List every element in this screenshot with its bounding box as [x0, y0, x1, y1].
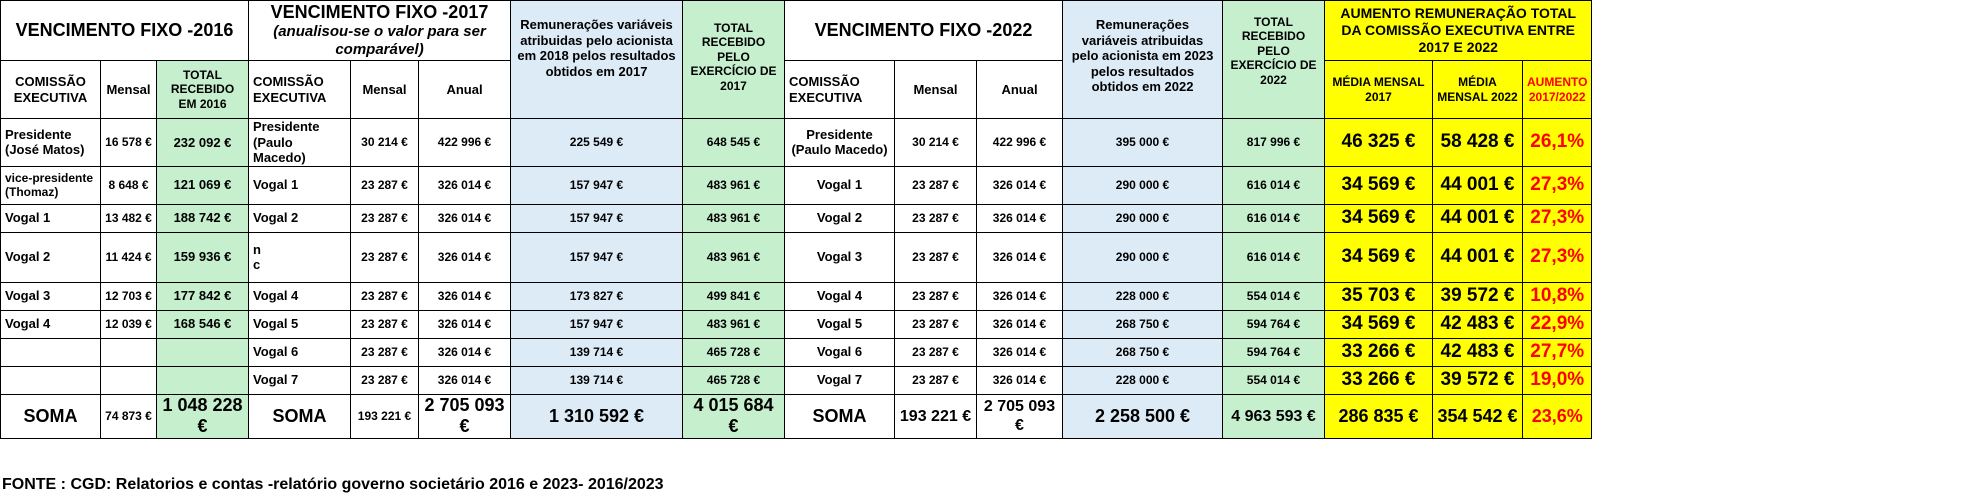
anual-2022: 326 014 € [977, 310, 1063, 338]
anual-2017: 326 014 € [419, 232, 511, 282]
name-2017: Vogal 7 [249, 366, 351, 394]
name-2016: Vogal 4 [1, 310, 101, 338]
mensal-2022: 23 287 € [895, 204, 977, 232]
name-2016 [1, 338, 101, 366]
total-2016: 188 742 € [157, 204, 249, 232]
media-mensal-2017: 35 703 € [1325, 282, 1433, 310]
table-row [1, 366, 1592, 394]
anual-2017: 326 014 € [419, 310, 511, 338]
anual-2022: 326 014 € [977, 366, 1063, 394]
mensal-2017: 23 287 € [351, 338, 419, 366]
header-vf2016: VENCIMENTO FIXO -2016 [1, 1, 249, 61]
mensal-2016 [101, 366, 157, 394]
name-2016: Vogal 3 [1, 282, 101, 310]
rv-2023: 228 000 € [1063, 282, 1223, 310]
name-2016: Presidente (José Matos) [1, 119, 101, 167]
table-row [1, 310, 1592, 338]
subheader-total-2016: TOTAL RECEBIDO EM 2016 [157, 61, 249, 119]
aumento-pct: 10,8% [1523, 282, 1592, 310]
media-mensal-2022: 44 001 € [1433, 232, 1523, 282]
total-2017: 483 961 € [683, 310, 785, 338]
media-mensal-2022: 39 572 € [1433, 366, 1523, 394]
name-2022: Vogal 2 [785, 204, 895, 232]
aumento-pct: 27,7% [1523, 338, 1592, 366]
soma-media-2017: 286 835 € [1325, 394, 1433, 438]
table-row [1, 119, 1592, 167]
source-footer: FONTE : CGD: Relatorios e contas -relatório governo societário 2016 e 2023- 2016/2023 [2, 476, 664, 493]
total-2016 [157, 338, 249, 366]
media-mensal-2017: 46 325 € [1325, 119, 1433, 167]
subheader-comissao-2016: COMISSÃO EXECUTIVA [1, 61, 101, 119]
rv-2023: 268 750 € [1063, 338, 1223, 366]
name-2017: Vogal 6 [249, 338, 351, 366]
media-mensal-2017: 34 569 € [1325, 310, 1433, 338]
anual-2022: 326 014 € [977, 338, 1063, 366]
soma-anual-2017: 2 705 093 € [419, 394, 511, 438]
subheader-mensal-2016: Mensal [101, 61, 157, 119]
total-2022: 616 014 € [1223, 204, 1325, 232]
total-2017: 499 841 € [683, 282, 785, 310]
table-row [1, 338, 1592, 366]
mensal-2022: 23 287 € [895, 166, 977, 204]
rv-2023: 395 000 € [1063, 119, 1223, 167]
mensal-2016: 13 482 € [101, 204, 157, 232]
total-2022: 616 014 € [1223, 166, 1325, 204]
media-mensal-2017: 34 569 € [1325, 166, 1433, 204]
header-rv2023: Remunerações variáveis atribuidas pelo acionista em 2023 pelos resultados obtidos em 2022 [1063, 1, 1223, 119]
header-row-1 [1, 1, 1592, 61]
header-vf2017-note: (anualisou-se o valor para ser comparável) [273, 23, 486, 59]
media-mensal-2017: 33 266 € [1325, 338, 1433, 366]
soma-total-2016: 1 048 228 € [157, 394, 249, 438]
name-2017: Vogal 2 [249, 204, 351, 232]
table-row [1, 282, 1592, 310]
total-2016: 232 092 € [157, 119, 249, 167]
soma-mensal-2017: 193 221 € [351, 394, 419, 438]
media-mensal-2017: 34 569 € [1325, 232, 1433, 282]
total-2016: 168 546 € [157, 310, 249, 338]
mensal-2016: 12 703 € [101, 282, 157, 310]
aumento-pct: 22,9% [1523, 310, 1592, 338]
total-2022: 594 764 € [1223, 338, 1325, 366]
header-vf2017 [249, 1, 511, 61]
header-rv2018: Remunerações variáveis atribuidas pelo acionista em 2018 pelos resultados obtidos em 2017 [511, 1, 683, 119]
rv-2018: 225 549 € [511, 119, 683, 167]
soma-media-2022: 354 542 € [1433, 394, 1523, 438]
anual-2022: 326 014 € [977, 204, 1063, 232]
anual-2022: 326 014 € [977, 232, 1063, 282]
total-2017: 483 961 € [683, 204, 785, 232]
soma-total-2017: 4 015 684 € [683, 394, 785, 438]
soma-row [1, 394, 1592, 438]
mensal-2016 [101, 338, 157, 366]
aumento-pct: 19,0% [1523, 366, 1592, 394]
media-mensal-2022: 44 001 € [1433, 204, 1523, 232]
table-row [1, 232, 1592, 282]
anual-2017: 326 014 € [419, 204, 511, 232]
media-mensal-2022: 44 001 € [1433, 166, 1523, 204]
subheader-media2022: MÉDIA MENSAL 2022 [1433, 61, 1523, 119]
soma-label-2016: SOMA [1, 394, 101, 438]
mensal-2016: 12 039 € [101, 310, 157, 338]
subheader-mensal-2017: Mensal [351, 61, 419, 119]
name-2022: Vogal 7 [785, 366, 895, 394]
header-row-2 [1, 61, 1592, 119]
soma-mensal-2016: 74 873 € [101, 394, 157, 438]
name-2022: Vogal 5 [785, 310, 895, 338]
media-mensal-2022: 42 483 € [1433, 338, 1523, 366]
mensal-2022: 23 287 € [895, 310, 977, 338]
aumento-pct: 27,3% [1523, 166, 1592, 204]
total-2022: 594 764 € [1223, 310, 1325, 338]
mensal-2017: 23 287 € [351, 282, 419, 310]
mensal-2017: 23 287 € [351, 310, 419, 338]
anual-2022: 326 014 € [977, 282, 1063, 310]
total-2017: 648 545 € [683, 119, 785, 167]
aumento-pct: 27,3% [1523, 204, 1592, 232]
rv-2023: 268 750 € [1063, 310, 1223, 338]
header-total2022: TOTAL RECEBIDO PELO EXERCÍCIO DE 2022 [1223, 1, 1325, 119]
rv-2018: 157 947 € [511, 232, 683, 282]
media-mensal-2022: 39 572 € [1433, 282, 1523, 310]
media-mensal-2017: 34 569 € [1325, 204, 1433, 232]
rv-2018: 157 947 € [511, 166, 683, 204]
subheader-media2017: MÉDIA MENSAL 2017 [1325, 61, 1433, 119]
media-mensal-2022: 58 428 € [1433, 119, 1523, 167]
name-2022: Vogal 4 [785, 282, 895, 310]
name-2016: vice-presidente (Thomaz) [1, 166, 101, 204]
total-2022: 554 014 € [1223, 282, 1325, 310]
mensal-2017: 23 287 € [351, 232, 419, 282]
name-2022: Presidente (Paulo Macedo) [785, 119, 895, 167]
rv-2023: 290 000 € [1063, 232, 1223, 282]
name-2016: Vogal 1 [1, 204, 101, 232]
name-2022: Vogal 3 [785, 232, 895, 282]
subheader-mensal-2022: Mensal [895, 61, 977, 119]
name-2017: n c [249, 232, 351, 282]
media-mensal-2022: 42 483 € [1433, 310, 1523, 338]
anual-2022: 422 996 € [977, 119, 1063, 167]
anual-2017: 326 014 € [419, 282, 511, 310]
anual-2017: 326 014 € [419, 166, 511, 204]
subheader-anual-2017: Anual [419, 61, 511, 119]
total-2017: 465 728 € [683, 338, 785, 366]
subheader-anual-2022: Anual [977, 61, 1063, 119]
anual-2017: 422 996 € [419, 119, 511, 167]
table-row [1, 204, 1592, 232]
total-2022: 616 014 € [1223, 232, 1325, 282]
total-2016: 159 936 € [157, 232, 249, 282]
total-2016: 177 842 € [157, 282, 249, 310]
name-2022: Vogal 1 [785, 166, 895, 204]
anual-2022: 326 014 € [977, 166, 1063, 204]
total-2017: 483 961 € [683, 232, 785, 282]
total-2017: 483 961 € [683, 166, 785, 204]
mensal-2017: 23 287 € [351, 366, 419, 394]
rv-2018: 157 947 € [511, 204, 683, 232]
media-mensal-2017: 33 266 € [1325, 366, 1433, 394]
header-vf2022: VENCIMENTO FIXO -2022 [785, 1, 1063, 61]
name-2017: Vogal 1 [249, 166, 351, 204]
mensal-2017: 30 214 € [351, 119, 419, 167]
soma-rv-2023: 2 258 500 € [1063, 394, 1223, 438]
mensal-2022: 23 287 € [895, 282, 977, 310]
soma-mensal-2022: 193 221 € [895, 394, 977, 438]
mensal-2017: 23 287 € [351, 166, 419, 204]
name-2016 [1, 366, 101, 394]
aumento-pct: 27,3% [1523, 232, 1592, 282]
anual-2017: 326 014 € [419, 366, 511, 394]
soma-total-2022: 4 963 593 € [1223, 394, 1325, 438]
mensal-2017: 23 287 € [351, 204, 419, 232]
name-2022: Vogal 6 [785, 338, 895, 366]
soma-label-2017: SOMA [249, 394, 351, 438]
mensal-2016: 16 578 € [101, 119, 157, 167]
rv-2018: 157 947 € [511, 310, 683, 338]
rv-2018: 173 827 € [511, 282, 683, 310]
total-2016 [157, 366, 249, 394]
header-vf2017-title: VENCIMENTO FIXO -2017 [270, 1, 489, 22]
total-2022: 554 014 € [1223, 366, 1325, 394]
rv-2023: 228 000 € [1063, 366, 1223, 394]
subheader-comissao-2022: COMISSÃO EXECUTIVA [785, 61, 895, 119]
rv-2023: 290 000 € [1063, 166, 1223, 204]
header-aumento: AUMENTO REMUNERAÇÃO TOTAL DA COMISSÃO EXECUTIVA ENTRE 2017 E 2022 [1325, 1, 1592, 61]
name-2017: Vogal 5 [249, 310, 351, 338]
mensal-2022: 30 214 € [895, 119, 977, 167]
mensal-2016: 11 424 € [101, 232, 157, 282]
anual-2017: 326 014 € [419, 338, 511, 366]
rv-2018: 139 714 € [511, 366, 683, 394]
mensal-2022: 23 287 € [895, 338, 977, 366]
soma-aumento-pct: 23,6% [1523, 394, 1592, 438]
table-row [1, 166, 1592, 204]
rv-2023: 290 000 € [1063, 204, 1223, 232]
subheader-aumento-pct: AUMENTO 2017/2022 [1523, 61, 1592, 119]
subheader-comissao-2017: COMISSÃO EXECUTIVA [249, 61, 351, 119]
total-2016: 121 069 € [157, 166, 249, 204]
total-2017: 465 728 € [683, 366, 785, 394]
name-2017: Vogal 4 [249, 282, 351, 310]
name-2016: Vogal 2 [1, 232, 101, 282]
soma-anual-2022: 2 705 093 € [977, 394, 1063, 438]
rv-2018: 139 714 € [511, 338, 683, 366]
name-2017: Presidente (Paulo Macedo) [249, 119, 351, 167]
total-2022: 817 996 € [1223, 119, 1325, 167]
header-total2017: TOTAL RECEBIDO PELO EXERCÍCIO DE 2017 [683, 1, 785, 119]
soma-rv-2018: 1 310 592 € [511, 394, 683, 438]
aumento-pct: 26,1% [1523, 119, 1592, 167]
mensal-2022: 23 287 € [895, 366, 977, 394]
mensal-2016: 8 648 € [101, 166, 157, 204]
mensal-2022: 23 287 € [895, 232, 977, 282]
soma-label-2022: SOMA [785, 394, 895, 438]
